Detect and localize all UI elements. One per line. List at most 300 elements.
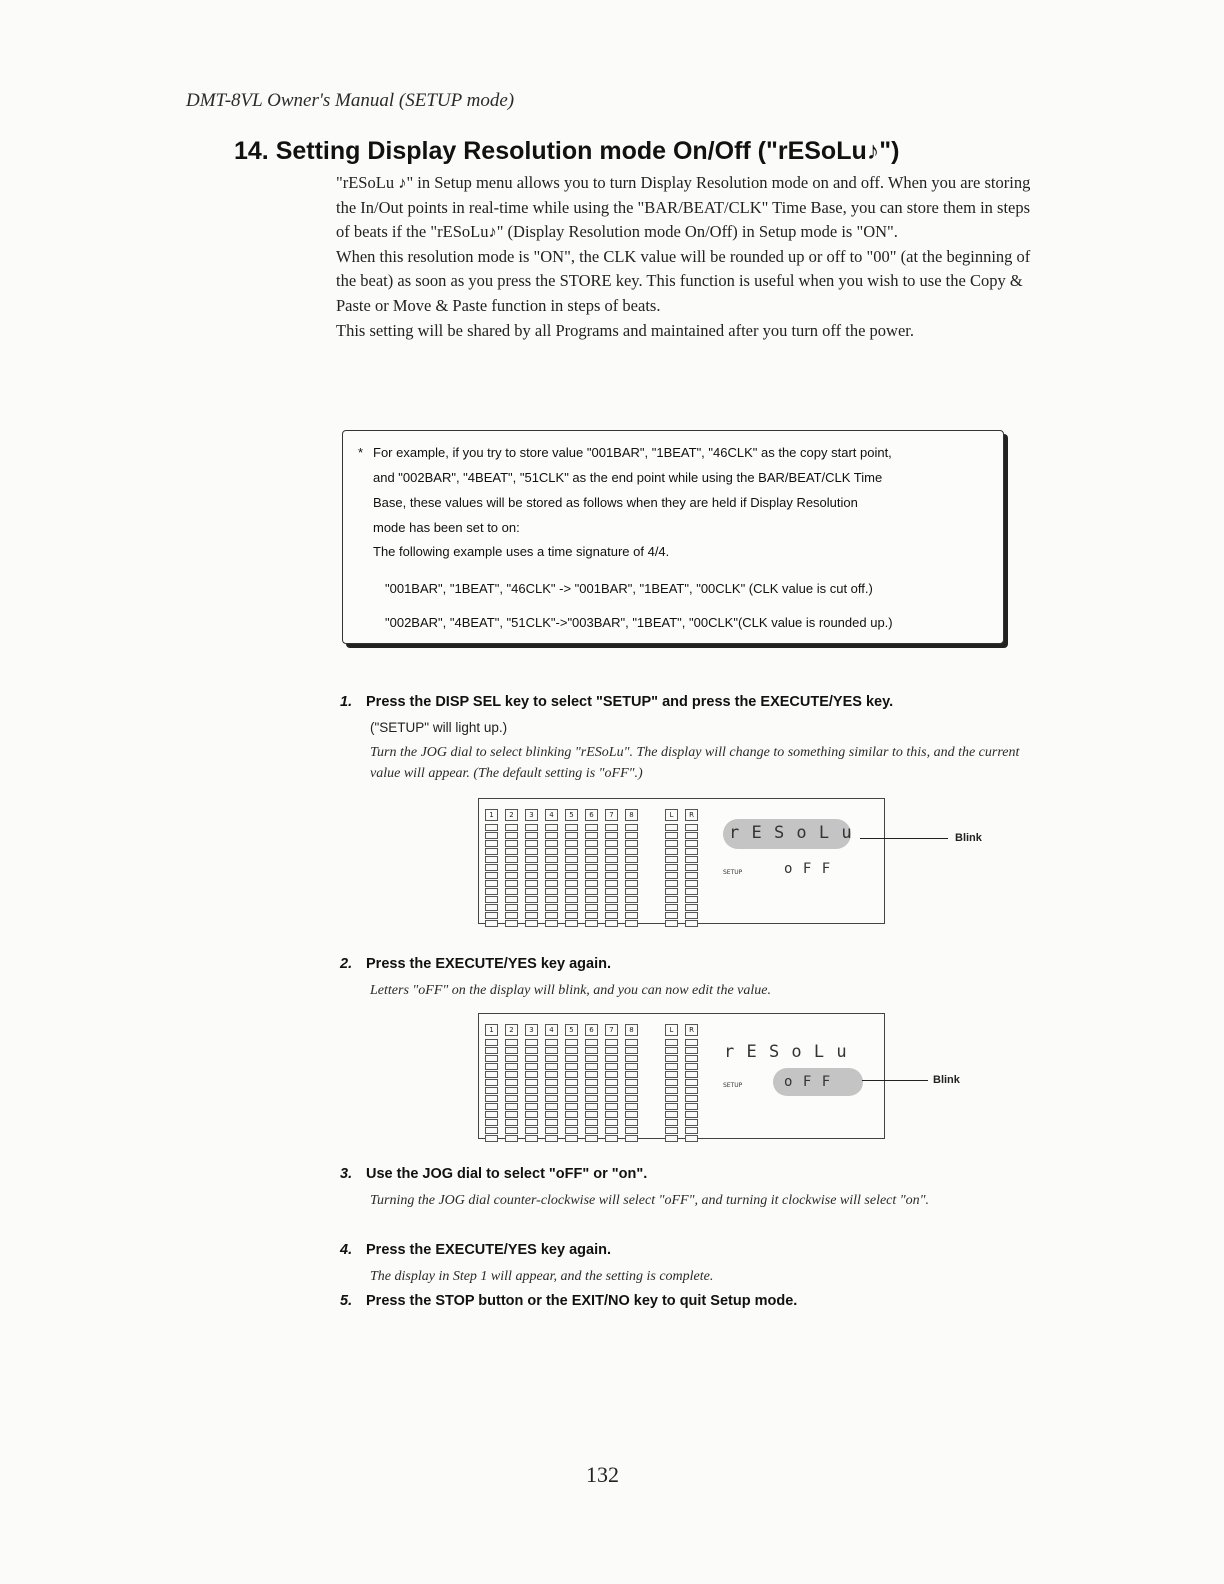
meter-column: [485, 809, 498, 928]
meter-segment: [525, 832, 538, 839]
track-number: R: [685, 1024, 698, 1036]
track-number: R: [685, 809, 698, 821]
meter-segment: [505, 896, 518, 903]
meter-segment: [525, 856, 538, 863]
meter-segment: [585, 1063, 598, 1070]
meter-segment: [525, 912, 538, 919]
meter-segment: [685, 880, 698, 887]
meter-segment: [565, 1135, 578, 1142]
intro-paragraph: When this resolution mode is "ON", the CLK value will be rounded up or off to "00" (at the beginning of the beat) as soon as you press the STORE key. This function is useful when you wish to use the Copy & Paste or Move & Paste function in steps of beats.: [336, 246, 1031, 315]
meter-segment: [625, 1135, 638, 1142]
meter-segment: [585, 1119, 598, 1126]
meter-segment: [505, 824, 518, 831]
meter-segment: [585, 904, 598, 911]
track-number: 1: [485, 1024, 498, 1036]
meter-segment: [505, 1039, 518, 1046]
meter-segment: [485, 896, 498, 903]
meter-segment: [685, 864, 698, 871]
meter-segment: [565, 1079, 578, 1086]
meter-segment: [605, 824, 618, 831]
example-line: and "002BAR", "4BEAT", "51CLK" as the end point while using the BAR/BEAT/CLK Time: [373, 470, 883, 485]
meter-segment: [485, 912, 498, 919]
meter-segment: [585, 1135, 598, 1142]
meter-segment: [545, 1087, 558, 1094]
meter-column: [525, 809, 538, 928]
meter-segment: [565, 1127, 578, 1134]
meter-segment: [685, 1135, 698, 1142]
meter-segment: [665, 840, 678, 847]
meter-segment: [585, 888, 598, 895]
meter-column: [485, 1024, 498, 1143]
meter-segment: [545, 1127, 558, 1134]
meter-segment: [525, 1103, 538, 1110]
meter-segment: [545, 872, 558, 879]
meter-segment: [485, 872, 498, 879]
meter-segment: [485, 1087, 498, 1094]
meter-segment: [585, 912, 598, 919]
meter-segment: [485, 1135, 498, 1142]
meter-segment: [485, 904, 498, 911]
meter-segment: [545, 864, 558, 871]
step-2-title: [340, 956, 611, 972]
meter-segment: [625, 1071, 638, 1078]
meter-column: [625, 809, 638, 928]
meter-segment: [685, 1071, 698, 1078]
meter-segment: [605, 1111, 618, 1118]
setup-label: SETUP: [723, 869, 743, 876]
meter-segment: [545, 1047, 558, 1054]
meter-column: [545, 1024, 558, 1143]
meter-segment: [545, 912, 558, 919]
meter-segment: [505, 840, 518, 847]
meter-segment: [625, 1111, 638, 1118]
meter-segment: [505, 1087, 518, 1094]
meter-segment: [625, 904, 638, 911]
meter-segment: [665, 1039, 678, 1046]
meter-segment: [605, 856, 618, 863]
track-number: 3: [525, 1024, 538, 1036]
meter-segment: [605, 1087, 618, 1094]
step-text: Use the JOG dial to select "oFF" or "on".: [366, 1166, 648, 1182]
meter-segment: [565, 888, 578, 895]
meter-segment: [625, 824, 638, 831]
track-number: 8: [625, 809, 638, 821]
meter-column: [565, 1024, 578, 1143]
example-line: The following example uses a time signature of 4/4.: [373, 544, 670, 559]
meter-segment: [685, 1047, 698, 1054]
meter-segment: [685, 904, 698, 911]
meter-segment: [565, 904, 578, 911]
intro-text: [336, 171, 1036, 343]
intro-paragraph: This setting will be shared by all Programs and maintained after you turn off the power.: [336, 320, 914, 340]
meter-segment: [625, 920, 638, 927]
meter-segment: [685, 1087, 698, 1094]
meter-segment: [505, 888, 518, 895]
meter-segment: [545, 1055, 558, 1062]
meter-segment: [585, 864, 598, 871]
meter-segment: [505, 1071, 518, 1078]
meter-segment: [665, 1103, 678, 1110]
meter-segment: [625, 1127, 638, 1134]
meter-segment: [565, 1047, 578, 1054]
meter-segment: [525, 1055, 538, 1062]
meter-segment: [545, 920, 558, 927]
meter-segment: [585, 840, 598, 847]
meter-segment: [545, 1079, 558, 1086]
meter-column: [665, 1024, 678, 1143]
meter-segment: [685, 840, 698, 847]
meter-segment: [605, 1063, 618, 1070]
meter-segment: [585, 872, 598, 879]
meter-segment: [485, 1119, 498, 1126]
step-2-detail: Letters "oFF" on the display will blink, and you can now edit the value.: [370, 983, 771, 998]
meter-segment: [625, 1047, 638, 1054]
meter-segment: [605, 912, 618, 919]
meter-segment: [525, 1071, 538, 1078]
meter-segment: [505, 1095, 518, 1102]
meter-segment: [605, 1103, 618, 1110]
meter-segment: [485, 1063, 498, 1070]
meter-segment: [565, 864, 578, 871]
meter-segment: [625, 912, 638, 919]
meter-segment: [625, 1079, 638, 1086]
setup-label: SETUP: [723, 1082, 743, 1089]
callout-line: [862, 1080, 928, 1081]
meter-segment: [525, 888, 538, 895]
meter-segment: [505, 1047, 518, 1054]
meter-segment: [525, 1135, 538, 1142]
meter-segment: [485, 1095, 498, 1102]
meter-column: [685, 809, 698, 928]
track-number: 4: [545, 809, 558, 821]
meter-segment: [685, 856, 698, 863]
meter-segment: [525, 1063, 538, 1070]
meter-segment: [485, 824, 498, 831]
meter-segment: [665, 1119, 678, 1126]
meter-segment: [625, 1039, 638, 1046]
meter-segment: [665, 920, 678, 927]
meter-segment: [545, 840, 558, 847]
meter-segment: [545, 1119, 558, 1126]
meter-segment: [685, 1095, 698, 1102]
step-number: 2.: [340, 956, 353, 972]
meter-segment: [625, 864, 638, 871]
meter-column: [545, 809, 558, 928]
meter-segment: [545, 880, 558, 887]
callout-line: [860, 838, 948, 839]
meter-column: [505, 1024, 518, 1143]
blink-callout: Blink: [955, 832, 982, 844]
meter-segment: [685, 848, 698, 855]
meter-segment: [485, 840, 498, 847]
meter-segment: [505, 912, 518, 919]
meter-segment: [665, 824, 678, 831]
meter-segment: [565, 872, 578, 879]
meter-segment: [565, 848, 578, 855]
meter-segment: [605, 1095, 618, 1102]
meter-segment: [625, 848, 638, 855]
meter-segment: [585, 1047, 598, 1054]
meter-segment: [565, 896, 578, 903]
meter-segment: [545, 848, 558, 855]
track-number: 6: [585, 1024, 598, 1036]
meter-segment: [685, 920, 698, 927]
page-number: 132: [586, 1462, 619, 1487]
meter-segment: [565, 1095, 578, 1102]
meter-segment: [565, 880, 578, 887]
meter-segment: [585, 856, 598, 863]
meter-segment: [685, 1039, 698, 1046]
meter-segment: [585, 920, 598, 927]
meter-column: [665, 809, 678, 928]
meter-segment: [685, 1119, 698, 1126]
meter-segment: [485, 1127, 498, 1134]
meter-segment: [565, 856, 578, 863]
meter-segment: [525, 896, 538, 903]
meter-segment: [485, 832, 498, 839]
meter-segment: [685, 824, 698, 831]
meter-segment: [665, 1071, 678, 1078]
meter-segment: [545, 1063, 558, 1070]
track-number: 7: [605, 809, 618, 821]
meter-segment: [525, 864, 538, 871]
meter-segment: [585, 1111, 598, 1118]
meter-segment: [545, 1071, 558, 1078]
meter-segment: [545, 824, 558, 831]
lcd-line-1: r E S o L u: [729, 823, 853, 843]
meter-segment: [665, 880, 678, 887]
meter-column: [505, 809, 518, 928]
meter-segment: [505, 880, 518, 887]
meter-segment: [485, 1039, 498, 1046]
meter-segment: [665, 912, 678, 919]
meter-column: [525, 1024, 538, 1143]
step-number: 3.: [340, 1166, 353, 1182]
meter-segment: [565, 1087, 578, 1094]
lcd-line-1: r E S o L u: [724, 1042, 848, 1062]
meter-segment: [525, 1079, 538, 1086]
meter-segment: [605, 904, 618, 911]
track-number: L: [665, 1024, 678, 1036]
meter-segment: [685, 1103, 698, 1110]
meter-segment: [505, 848, 518, 855]
meter-segment: [605, 1039, 618, 1046]
meter-segment: [525, 848, 538, 855]
meter-segment: [585, 1095, 598, 1102]
example-line: mode has been set to on:: [373, 520, 520, 535]
meter-segment: [605, 848, 618, 855]
meter-segment: [665, 888, 678, 895]
track-number: L: [665, 809, 678, 821]
meter-segment: [485, 864, 498, 871]
meter-column: [685, 1024, 698, 1143]
meter-segment: [545, 896, 558, 903]
meter-segment: [525, 840, 538, 847]
meter-segment: [545, 1135, 558, 1142]
meter-segment: [605, 1071, 618, 1078]
example-conversion: "001BAR", "1BEAT", "46CLK" -> "001BAR", "1BEAT", "00CLK" (CLK value is cut off.): [385, 581, 873, 596]
meter-segment: [505, 904, 518, 911]
meter-segment: [565, 1111, 578, 1118]
meter-segment: [665, 1135, 678, 1142]
meter-segment: [665, 856, 678, 863]
meter-segment: [505, 1055, 518, 1062]
meter-segment: [505, 1119, 518, 1126]
track-number: 2: [505, 809, 518, 821]
meter-segment: [565, 1103, 578, 1110]
meter-segment: [665, 848, 678, 855]
track-number: 2: [505, 1024, 518, 1036]
meter-segment: [505, 872, 518, 879]
step-text: Press the DISP SEL key to select "SETUP" and press the EXECUTE/YES key.: [366, 694, 894, 710]
meter-segment: [585, 1127, 598, 1134]
meter-segment: [605, 1119, 618, 1126]
step-number: 1.: [340, 694, 353, 710]
meter-segment: [665, 896, 678, 903]
meter-segment: [685, 1063, 698, 1070]
meter-column: [605, 809, 618, 928]
meter-segment: [565, 1119, 578, 1126]
meter-segment: [545, 1111, 558, 1118]
meter-segment: [525, 1039, 538, 1046]
meter-column: [585, 809, 598, 928]
track-number: 6: [585, 809, 598, 821]
meter-segment: [565, 1055, 578, 1062]
meter-segment: [665, 1079, 678, 1086]
meter-segment: [485, 920, 498, 927]
meter-segment: [605, 1055, 618, 1062]
meter-segment: [665, 1063, 678, 1070]
meter-segment: [565, 840, 578, 847]
step-5-title: [340, 1293, 797, 1309]
meter-segment: [565, 1039, 578, 1046]
lcd-display: [478, 1013, 885, 1139]
meter-segment: [545, 1095, 558, 1102]
meter-segment: [545, 832, 558, 839]
meter-segment: [505, 832, 518, 839]
lcd-line-2: o F F: [784, 1074, 832, 1090]
track-number: 8: [625, 1024, 638, 1036]
step-1-detail: Turn the JOG dial to select blinking "rESoLu". The display will change to something similar to this, and the current value will appear. (The default setting is "oFF".): [370, 745, 1020, 781]
meter-segment: [565, 1063, 578, 1070]
step-number: 4.: [340, 1242, 353, 1258]
step-text: Press the EXECUTE/YES key again.: [366, 1242, 611, 1258]
meter-segment: [565, 912, 578, 919]
meter-segment: [525, 1087, 538, 1094]
step-text: Press the EXECUTE/YES key again.: [366, 956, 611, 972]
meter-segment: [485, 848, 498, 855]
example-conversion: "002BAR", "4BEAT", "51CLK"->"003BAR", "1BEAT", "00CLK"(CLK value is rounded up.): [385, 615, 893, 630]
meter-segment: [565, 1071, 578, 1078]
meter-segment: [525, 1047, 538, 1054]
meter-segment: [625, 1087, 638, 1094]
meter-segment: [625, 856, 638, 863]
blink-callout: Blink: [933, 1074, 960, 1086]
intro-paragraph: "rESoLu ♪" in Setup menu allows you to turn Display Resolution mode on and off. When you are storing the In/Out points in real-time while using the "BAR/BEAT/CLK" Time Base, you can store them in steps of beats if the "rESoLu♪" (Display Resolution mode On/Off) in Setup mode is "ON".: [336, 173, 1031, 242]
meter-segment: [685, 1055, 698, 1062]
meter-segment: [505, 920, 518, 927]
meter-segment: [565, 920, 578, 927]
meter-segment: [505, 1127, 518, 1134]
meter-segment: [605, 840, 618, 847]
meter-segment: [685, 912, 698, 919]
meter-segment: [605, 832, 618, 839]
track-number: 5: [565, 809, 578, 821]
meter-segment: [665, 1055, 678, 1062]
meter-segment: [545, 1039, 558, 1046]
step-3-title: [340, 1166, 647, 1182]
meter-segment: [505, 1103, 518, 1110]
step-number: 5.: [340, 1293, 353, 1309]
meter-segment: [485, 1071, 498, 1078]
meter-segment: [545, 856, 558, 863]
running-header: DMT-8VL Owner's Manual (SETUP mode): [186, 90, 515, 111]
meter-segment: [485, 856, 498, 863]
meter-segment: [525, 872, 538, 879]
meter-segment: [545, 1103, 558, 1110]
meter-segment: [605, 888, 618, 895]
meter-segment: [505, 864, 518, 871]
step-4-detail: The display in Step 1 will appear, and the setting is complete.: [370, 1269, 714, 1284]
meter-segment: [525, 920, 538, 927]
meter-segment: [485, 888, 498, 895]
lcd-line-2: o F F: [784, 861, 832, 877]
step-1-note: ("SETUP" will light up.): [370, 720, 508, 735]
meter-column: [605, 1024, 618, 1143]
meter-segment: [625, 896, 638, 903]
meter-segment: [525, 824, 538, 831]
meter-segment: [505, 1111, 518, 1118]
meter-segment: [665, 1095, 678, 1102]
meter-column: [625, 1024, 638, 1143]
meter-segment: [485, 1055, 498, 1062]
meter-segment: [585, 848, 598, 855]
meter-segment: [665, 1047, 678, 1054]
meter-segment: [505, 1063, 518, 1070]
meter-segment: [685, 832, 698, 839]
meter-segment: [665, 904, 678, 911]
meter-segment: [665, 872, 678, 879]
meter-segment: [525, 904, 538, 911]
meter-segment: [625, 1095, 638, 1102]
track-number: 1: [485, 809, 498, 821]
meter-segment: [605, 1127, 618, 1134]
meter-segment: [605, 1079, 618, 1086]
meter-segment: [525, 880, 538, 887]
meter-segment: [585, 824, 598, 831]
step-3-detail: Turning the JOG dial counter-clockwise will select "oFF", and turning it clockwise will select "on".: [370, 1193, 930, 1208]
meter-segment: [665, 832, 678, 839]
meter-segment: [485, 1047, 498, 1054]
meter-segment: [505, 1079, 518, 1086]
meter-segment: [585, 1087, 598, 1094]
meter-segment: [605, 1047, 618, 1054]
meter-segment: [625, 1063, 638, 1070]
track-number: 5: [565, 1024, 578, 1036]
meter-segment: [685, 1127, 698, 1134]
meter-segment: [605, 1135, 618, 1142]
meter-segment: [525, 1119, 538, 1126]
meter-column: [565, 809, 578, 928]
track-number: 7: [605, 1024, 618, 1036]
meter-segment: [605, 864, 618, 871]
meter-segment: [605, 872, 618, 879]
meter-segment: [625, 832, 638, 839]
meter-segment: [685, 1111, 698, 1118]
track-number: 3: [525, 809, 538, 821]
meter-segment: [665, 1127, 678, 1134]
section-title: 14. Setting Display Resolution mode On/Off ("rESoLu♪"): [234, 137, 900, 165]
